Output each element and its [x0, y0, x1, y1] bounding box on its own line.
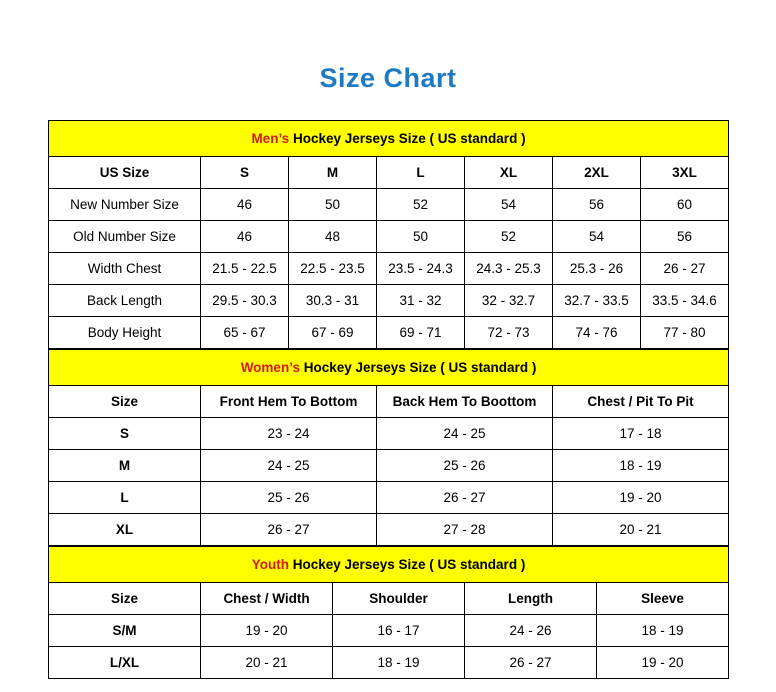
mens-row-4-cell-5: 74 - 76: [553, 317, 641, 349]
youth-row-0-cell-0: S/M: [49, 615, 201, 647]
mens-banner: [49, 121, 729, 157]
youth-row-0-cell-3: 24 - 26: [465, 615, 597, 647]
mens-row-2-cell-4: 24.3 - 25.3: [465, 253, 553, 285]
table-banner-row: [49, 121, 729, 157]
womens-row-2-cell-2: 26 - 27: [377, 482, 553, 514]
youth-header-cell-0: Size: [49, 583, 201, 615]
mens-row-2-cell-3: 23.5 - 24.3: [377, 253, 465, 285]
womens-row-1-cell-0: M: [49, 450, 201, 482]
table-banner-row: [49, 350, 729, 386]
mens-row-0-cell-0: New Number Size: [49, 189, 201, 221]
mens-header-cell-1: S: [201, 157, 289, 189]
mens-row-3-cell-6: 33.5 - 34.6: [641, 285, 729, 317]
youth-row-1-cell-3: 26 - 27: [465, 647, 597, 679]
mens-row-4-cell-1: 65 - 67: [201, 317, 289, 349]
mens-row-1-cell-0: Old Number Size: [49, 221, 201, 253]
mens-row-1-cell-5: 54: [553, 221, 641, 253]
mens-row-3-cell-5: 32.7 - 33.5: [553, 285, 641, 317]
womens-row-1-cell-1: 24 - 25: [201, 450, 377, 482]
womens-row-0-cell-3: 17 - 18: [553, 418, 729, 450]
size-chart-container: [48, 120, 728, 679]
womens-header-cell-2: Back Hem To Boottom: [377, 386, 553, 418]
mens-row-4-cell-4: 72 - 73: [465, 317, 553, 349]
youth-banner-rest: Hockey Jerseys Size ( US standard ): [288, 557, 526, 573]
mens-row-4-cell-0: Body Height: [49, 317, 201, 349]
womens-row-0-cell-2: 24 - 25: [377, 418, 553, 450]
youth-row-1-cell-1: 20 - 21: [201, 647, 333, 679]
mens-row-3-cell-3: 31 - 32: [377, 285, 465, 317]
mens-row-0-cell-6: 60: [641, 189, 729, 221]
mens-row-2-cell-1: 21.5 - 22.5: [201, 253, 289, 285]
youth-row-0-cell-2: 16 - 17: [333, 615, 465, 647]
table-header-row: [49, 583, 729, 615]
table-header-row: [49, 157, 729, 189]
womens-row-2-cell-1: 25 - 26: [201, 482, 377, 514]
mens-row-0-cell-5: 56: [553, 189, 641, 221]
mens-row-0-cell-4: 54: [465, 189, 553, 221]
womens-header-cell-1: Front Hem To Bottom: [201, 386, 377, 418]
womens-banner-group: Women’s: [240, 360, 300, 376]
youth-row-1-cell-4: 19 - 20: [597, 647, 729, 679]
youth-header-cell-2: Shoulder: [333, 583, 465, 615]
mens-header-cell-2: M: [289, 157, 377, 189]
mens-row-2-cell-0: Width Chest: [49, 253, 201, 285]
mens-row-1-cell-3: 50: [377, 221, 465, 253]
table-row: [49, 189, 729, 221]
womens-header-cell-3: Chest / Pit To Pit: [553, 386, 729, 418]
youth-header-cell-1: Chest / Width: [201, 583, 333, 615]
mens-header-cell-5: 2XL: [553, 157, 641, 189]
mens-row-4-cell-3: 69 - 71: [377, 317, 465, 349]
table-banner-row: [49, 547, 729, 583]
mens-row-2-cell-2: 22.5 - 23.5: [289, 253, 377, 285]
womens-row-1-cell-2: 25 - 26: [377, 450, 553, 482]
table-row: [49, 615, 729, 647]
mens-banner-rest: Hockey Jerseys Size ( US standard ): [289, 131, 526, 147]
mens-header-cell-6: 3XL: [641, 157, 729, 189]
mens-row-3-cell-1: 29.5 - 30.3: [201, 285, 289, 317]
mens-row-3-cell-0: Back Length: [49, 285, 201, 317]
mens-row-0-cell-1: 46: [201, 189, 289, 221]
mens-row-1-cell-4: 52: [465, 221, 553, 253]
womens-row-3-cell-1: 26 - 27: [201, 514, 377, 546]
mens-size-table: [48, 120, 729, 349]
table-row: [49, 418, 729, 450]
youth-header-cell-4: Sleeve: [597, 583, 729, 615]
womens-row-2-cell-3: 19 - 20: [553, 482, 729, 514]
youth-row-0-cell-4: 18 - 19: [597, 615, 729, 647]
womens-row-1-cell-3: 18 - 19: [553, 450, 729, 482]
mens-row-1-cell-2: 48: [289, 221, 377, 253]
youth-banner-group: Youth: [251, 557, 289, 573]
womens-header-cell-0: Size: [49, 386, 201, 418]
womens-row-0-cell-1: 23 - 24: [201, 418, 377, 450]
youth-size-table: [48, 546, 729, 679]
youth-row-1-cell-2: 18 - 19: [333, 647, 465, 679]
table-row: [49, 514, 729, 546]
mens-row-4-cell-2: 67 - 69: [289, 317, 377, 349]
mens-header-cell-4: XL: [465, 157, 553, 189]
youth-row-1-cell-0: L/XL: [49, 647, 201, 679]
mens-header-cell-3: L: [377, 157, 465, 189]
table-row: [49, 647, 729, 679]
mens-row-0-cell-2: 50: [289, 189, 377, 221]
womens-row-0-cell-0: S: [49, 418, 201, 450]
youth-banner: [49, 547, 729, 583]
youth-header-cell-3: Length: [465, 583, 597, 615]
womens-banner-rest: Hockey Jerseys Size ( US standard ): [299, 360, 537, 376]
youth-row-0-cell-1: 19 - 20: [201, 615, 333, 647]
table-row: [49, 482, 729, 514]
mens-row-2-cell-6: 26 - 27: [641, 253, 729, 285]
table-row: [49, 285, 729, 317]
mens-row-3-cell-4: 32 - 32.7: [465, 285, 553, 317]
table-row: [49, 450, 729, 482]
womens-size-table: [48, 349, 729, 546]
womens-row-3-cell-0: XL: [49, 514, 201, 546]
womens-row-3-cell-3: 20 - 21: [553, 514, 729, 546]
mens-row-1-cell-6: 56: [641, 221, 729, 253]
table-row: [49, 253, 729, 285]
mens-row-0-cell-3: 52: [377, 189, 465, 221]
table-row: [49, 221, 729, 253]
table-row: [49, 317, 729, 349]
page-title: Size Chart: [319, 63, 457, 93]
womens-banner: [49, 350, 729, 386]
mens-row-2-cell-5: 25.3 - 26: [553, 253, 641, 285]
womens-row-2-cell-0: L: [49, 482, 201, 514]
mens-row-1-cell-1: 46: [201, 221, 289, 253]
mens-row-4-cell-6: 77 - 80: [641, 317, 729, 349]
mens-row-3-cell-2: 30.3 - 31: [289, 285, 377, 317]
mens-header-cell-0: US Size: [49, 157, 201, 189]
table-header-row: [49, 386, 729, 418]
mens-banner-group: Men’s: [251, 131, 290, 147]
womens-row-3-cell-2: 27 - 28: [377, 514, 553, 546]
